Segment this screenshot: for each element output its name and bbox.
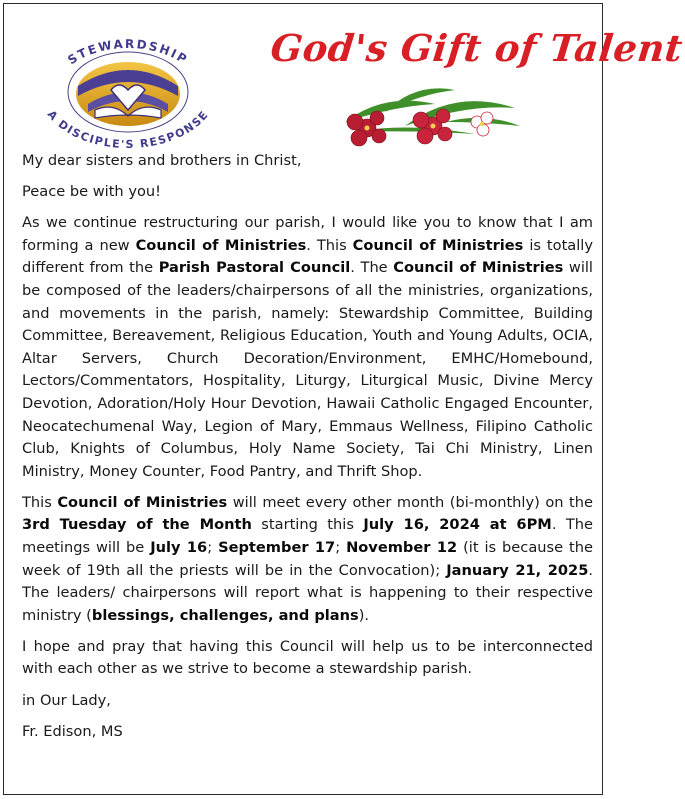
text-run: As we continue restructuring our parish, I would like you to know that I am forming a new <box>22 214 593 254</box>
bold-council-of-ministries: Council of Ministries <box>393 259 564 277</box>
bold-council-of-ministries: Council of Ministries <box>57 493 228 511</box>
text-run: . The meetings will be <box>22 516 594 556</box>
text-run: This <box>22 493 58 511</box>
text-run: ; <box>207 539 219 556</box>
letter-signature: Fr. Edison, MS <box>22 722 123 740</box>
text-run: . This <box>306 236 353 254</box>
bold-meeting-date: July 16 <box>150 539 208 556</box>
bold-parish-pastoral-council: Parish Pastoral Council <box>158 259 351 277</box>
text-run: (it is because the week of 19th all the priests will be in the Convocation); <box>22 539 593 579</box>
text-run: will meet every other month (bi-monthly) on the <box>227 493 593 511</box>
bold-meeting-date: November 12 <box>346 539 458 556</box>
text-run: is totally different from the <box>22 236 593 277</box>
letter-paragraph-council-intro <box>22 212 593 483</box>
letter-closing: in Our Lady, <box>22 691 111 709</box>
bold-council-of-ministries: Council of Ministries <box>352 236 524 254</box>
text-run: ; <box>335 539 347 556</box>
logo-ring-top-text: STEWARDSHIP <box>65 36 191 68</box>
text-run: will be composed of the leaders/chairpersons of all the ministries, organizations, and movements in the parish, namely: Stewardship Committee, Building Committee, Bereavement, Religious Education, Youth and Young Adults, OCIA, Altar Servers, Church Decoration/Environment, EMHC/Homebound, Lectors/Commentators, Hospitality, Liturgy, Liturgical Music, Divine Mercy Devotion, Adoration/Holy Hour Devotion, Hawaii Catholic Engaged Encounter, Neocatechumenal Way, Legion of Mary, Emmaus Wellness, Filipino Catholic Club, Knights of Columbus, Holy Name Society, Tai Chi Ministry, Linen Ministry, Money Counter, Food Pantry, and Thrift Shop. <box>22 259 593 480</box>
letter-peace-line: Peace be with you! <box>22 183 161 201</box>
stewardship-logo <box>33 24 223 154</box>
text-run: ). <box>358 606 370 624</box>
text-run: starting this <box>251 516 364 534</box>
letter-greeting: My dear sisters and brothers in Christ, <box>22 152 302 169</box>
logo-ring-bottom-text: A DISCIPLE'S RESPONSE <box>44 107 212 152</box>
bold-meeting-date: September 17 <box>218 539 336 556</box>
text-run: . The leaders/ chairpersons will report what is happening to their respective ministry ( <box>22 561 593 624</box>
bold-meeting-day: 3rd Tuesday of the Month <box>22 516 252 534</box>
page-title: God's Gift of Talent <box>268 26 685 70</box>
bold-report-topics: blessings, challenges, and plans <box>91 606 359 624</box>
letter-paragraph-meeting-schedule <box>22 492 593 628</box>
bold-first-meeting-date: July 16, 2024 at 6PM <box>363 516 552 534</box>
hibiscus-flowers-decoration <box>325 82 525 152</box>
letter-body <box>22 150 593 752</box>
bold-meeting-date: January 21, 2025 <box>446 561 589 579</box>
text-run: . The <box>350 259 394 277</box>
bold-council-of-ministries: Council of Ministries <box>135 236 307 254</box>
letter-paragraph-hope: I hope and pray that having this Council will help us to be interconnected with each other as we strive to become a stewardship parish. <box>22 637 593 678</box>
